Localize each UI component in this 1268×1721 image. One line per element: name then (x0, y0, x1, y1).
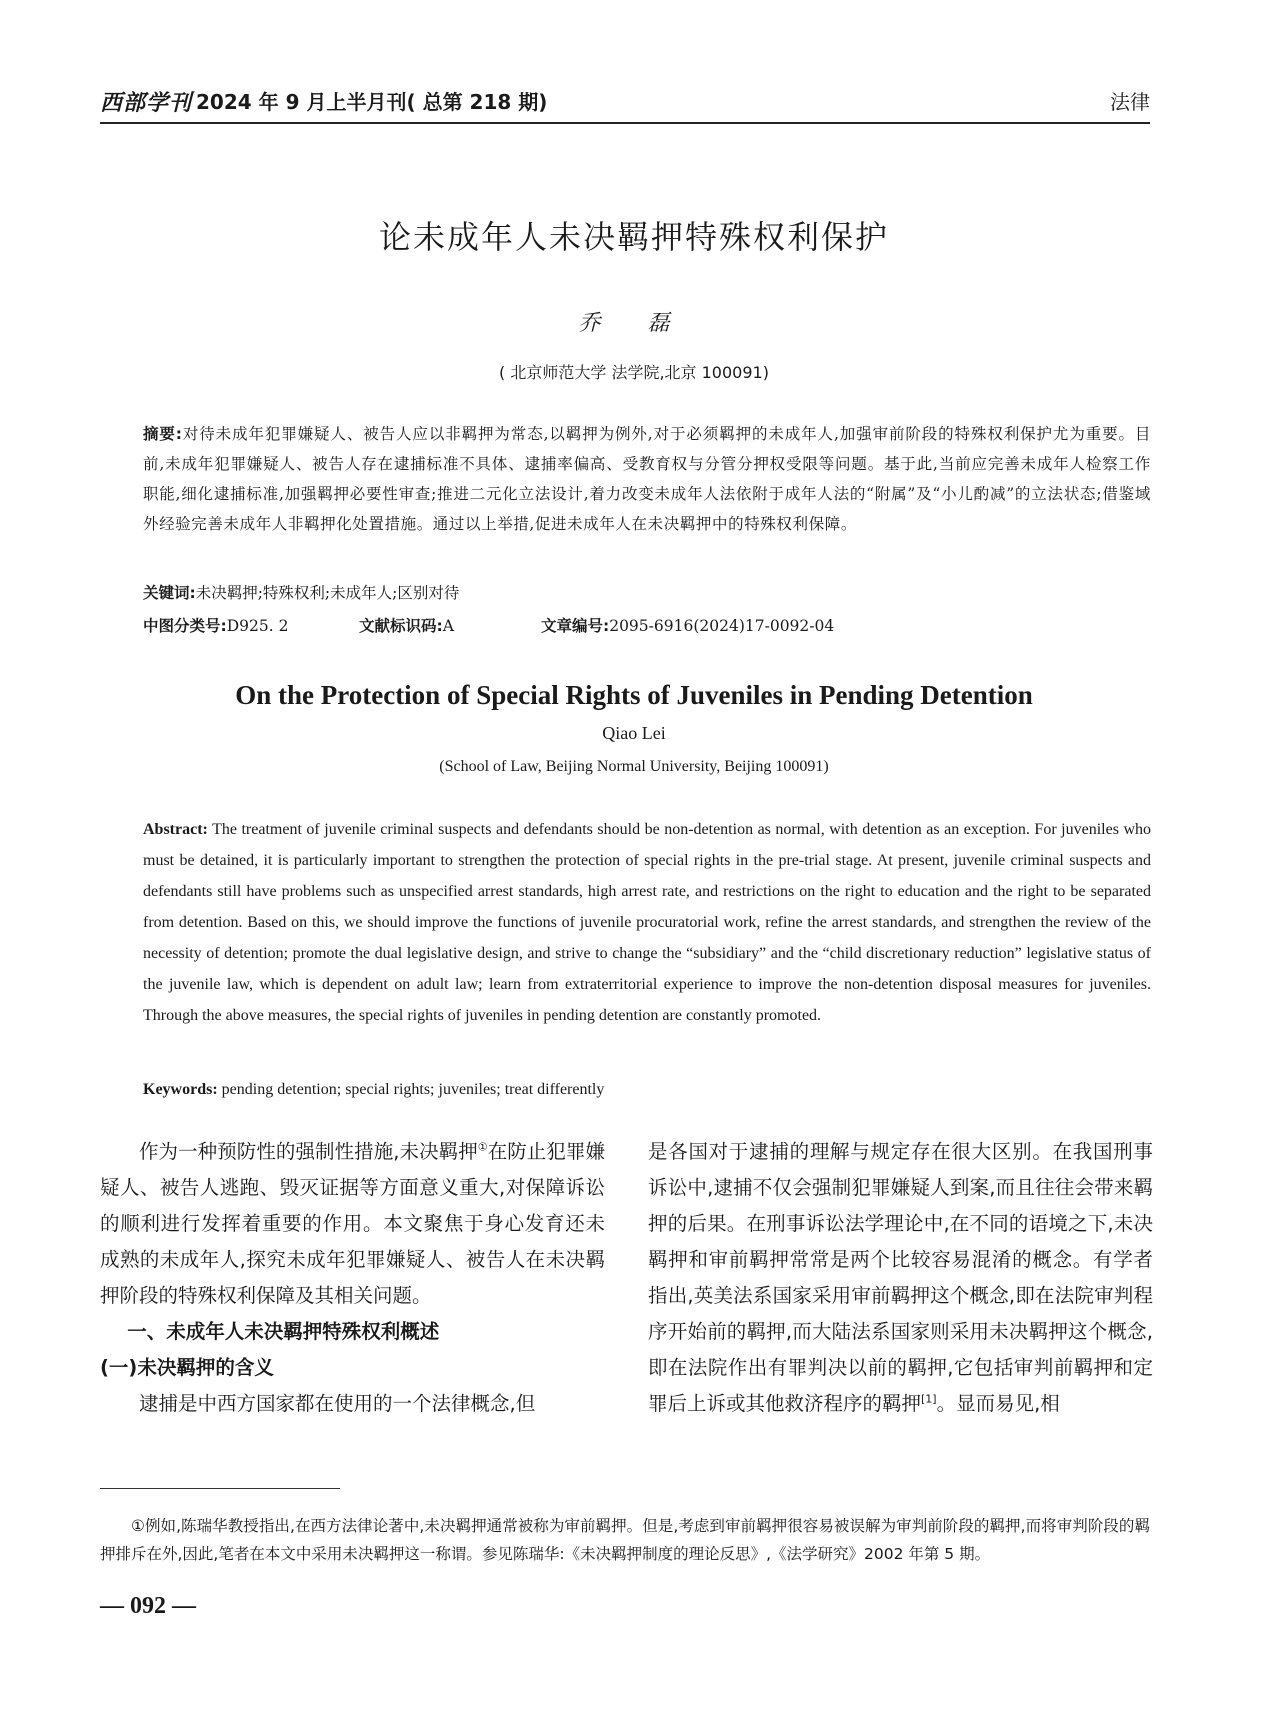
section-heading: 一、未成年人未决羁押特殊权利概述 (127, 1320, 440, 1343)
running-header (100, 82, 1150, 124)
body-column-left (100, 1134, 605, 1422)
footnote: ①例如,陈瑞华教授指出,在西方法律论著中,未决羁押通常被称为审前羁押。但是,考虑到审前羁押很容易被误解为审判前阶段的羁押,而将审判阶段的羁押排斥在外,因此,笔者在本文中采用未决羁押这一称谓。参见陈瑞华:《未决羁押制度的理论反思》,《法学研究》2002 年第 5 期。 (100, 1517, 1150, 1563)
doc-label: 文献标识码: (359, 617, 443, 635)
body-paragraph: 逮捕是中西方国家都在使用的一个法律概念,但 (139, 1392, 536, 1415)
abstract-cn-label: 摘要: (143, 425, 183, 443)
journal-issue: 2024 年 9 月上半月刊( 总第 218 期) (196, 90, 548, 114)
affiliation-en: (School of Law, Beijing Normal University, Beijing 100091) (439, 758, 829, 775)
journal-logo: 西部学刊 (100, 90, 193, 116)
keywords-en (143, 1076, 1151, 1104)
clc-label: 中图分类号: (143, 617, 227, 635)
abstract-en-label: Abstract: (143, 821, 208, 838)
keywords-en-text: pending detention; special rights; juveniles; treat differently (217, 1081, 605, 1098)
author-en: Qiao Lei (602, 723, 666, 743)
body-paragraph (648, 1134, 1153, 1422)
body-paragraph (100, 1134, 605, 1314)
clc-value: D925. 2 (226, 617, 289, 635)
author-cn: 乔 磊 (578, 311, 690, 336)
clc-code (143, 612, 288, 640)
affiliation-cn: ( 北京师范大学 法学院,北京 100091) (499, 363, 769, 382)
abstract-cn (143, 419, 1151, 539)
keywords-cn-label: 关键词: (143, 584, 196, 602)
paper-title-en: On the Protection of Special Rights of Juveniles in Pending Detention (235, 680, 1033, 710)
paper-title-cn: 论未成年人未决羁押特殊权利保护 (378, 218, 889, 256)
subsection-heading: (一)未决羁押的含义 (100, 1356, 274, 1379)
body-column-right (648, 1134, 1153, 1422)
abstract-en-text: The treatment of juvenile criminal suspects and defendants should be non-detention as normal, with detention as an exception. For juveniles who must be detained, it is particularly important to strengthen the protection of special rights in the pre-trial stage. At present, juvenile criminal suspects and defendants still have problems such as unspecified arrest standards, high arrest rate, and restrictions on the right to education and the right to be separated from detention. Based on this, we should improve the functions of juvenile procuratorial work, refine the arrest standards, and strengthen the review of the necessity of detention; promote the dual legislative design, and strive to change the “subsidiary” and the “child discretionary reduction” legislative status of the juvenile law, which is dependent on adult law; learn from extraterritorial experience to improve the non-detention disposal measures for juveniles. Through the above measures, the special rights of juveniles in pending detention are constantly promoted. (143, 821, 1151, 1024)
body-text: 在防止犯罪嫌疑人、被告人逃跑、毁灭证据等方面意义重大,对保障诉讼的顺利进行发挥着重要的作用。本文聚焦于身心发育还未成熟的未成年人,探究未成年犯罪嫌疑人、被告人在未决羁押阶段的特殊权利保障及其相关问题。 (100, 1140, 605, 1307)
doc-value: A (442, 617, 454, 635)
article-value: 2095-6916(2024)17-0092-04 (609, 617, 835, 635)
section-tag: 法律 (1110, 90, 1150, 114)
keywords-en-label: Keywords: (143, 1081, 218, 1098)
keywords-cn-text: 未决羁押;特殊权利;未成年人;区别对待 (195, 584, 460, 602)
body-text: 是各国对于逮捕的理解与规定存在很大区别。在我国刑事诉讼中,逮捕不仅会强制犯罪嫌疑人到案,而且往往会带来羁押的后果。在刑事诉讼法学理论中,在不同的语境之下,未决羁押和审前羁押常常是两个比较容易混淆的概念。有学者指出,英美法系国家采用审前羁押这个概念,即在法院审判程序开始前的羁押,而大陆法系国家则采用未决羁押这个概念,即在法院作出有罪判决以前的羁押,它包括审判前羁押和定罪后上诉或其他救济程序的羁押 (648, 1140, 1153, 1415)
page-number: — 092 — (100, 1593, 196, 1619)
body-text: 作为一种预防性的强制性措施,未决羁押 (139, 1140, 478, 1163)
body-text: 。显而易见,相 (936, 1392, 1060, 1415)
doc-code (359, 612, 454, 640)
article-number (541, 612, 834, 640)
footnote-marker: ① (477, 1140, 488, 1154)
citation-marker: [1] (921, 1392, 937, 1406)
article-label: 文章编号: (541, 617, 610, 635)
footnote-divider (100, 1488, 340, 1489)
abstract-cn-text: 对待未成年犯罪嫌疑人、被告人应以非羁押为常态,以羁押为例外,对于必须羁押的未成年人,加强审前阶段的特殊权利保护尤为重要。目前,未成年犯罪嫌疑人、被告人存在逮捕标准不具体、逮捕率偏高、受教育权与分管分押权受限等问题。基于此,当前应完善未成年人检察工作职能,细化逮捕标准,加强羁押必要性审查;推进二元化立法设计,着力改变未成年人法依附于成年人法的“附属”及“小儿酌减”的立法状态;借鉴域外经验完善未成年人非羁押化处置措施。通过以上举措,促进未成年人在未决羁押中的特殊权利保障。 (143, 425, 1151, 533)
abstract-en (143, 814, 1151, 1031)
keywords-cn (143, 579, 1151, 607)
